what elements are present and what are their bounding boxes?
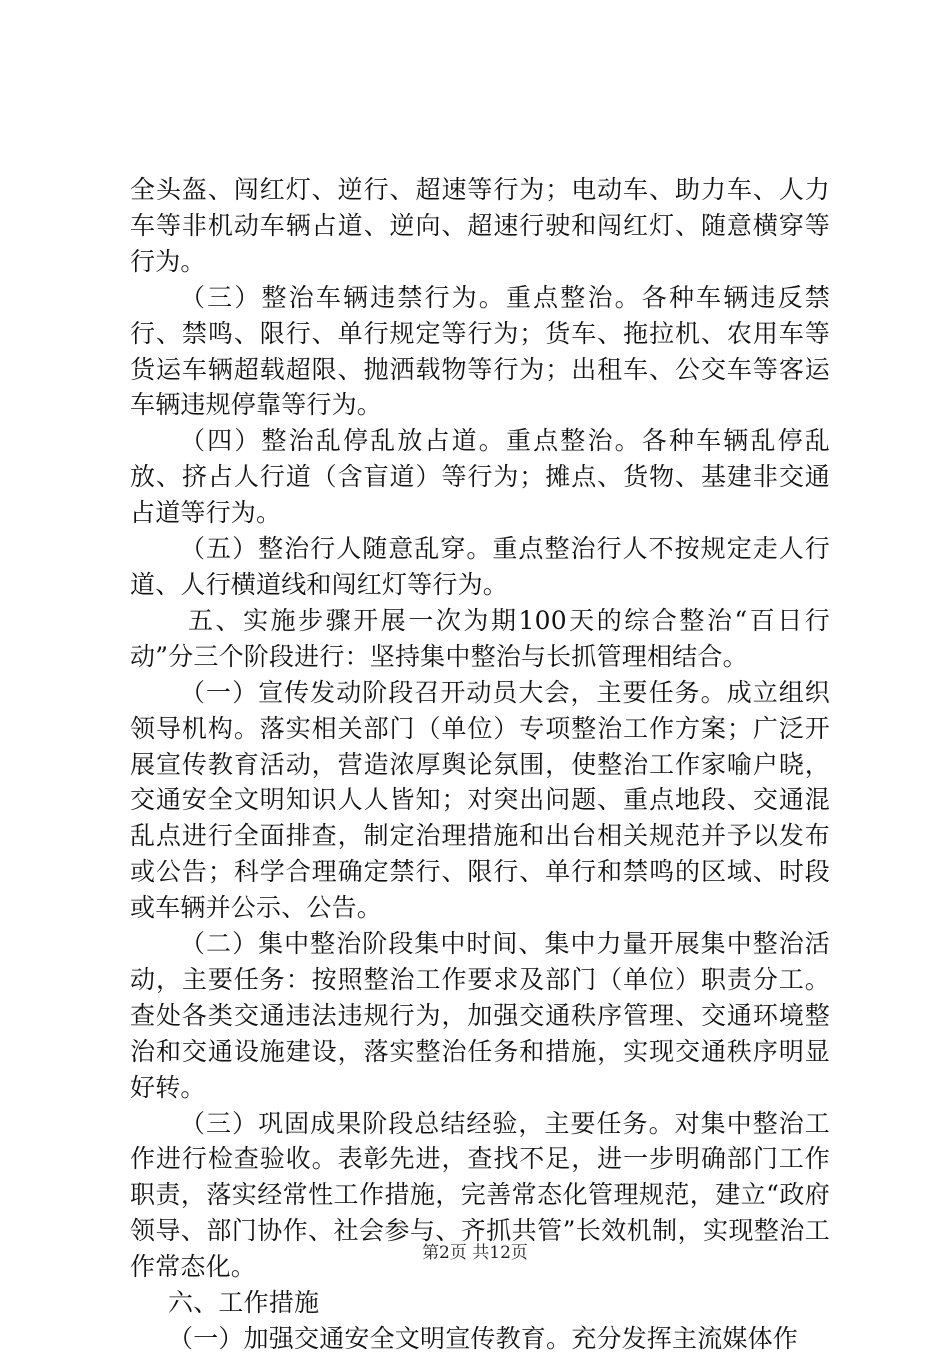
document-body	[130, 172, 830, 1357]
paragraph-stage-1: （一）宣传发动阶段召开动员大会，主要任务。成立组织领导机构。落实相关部门（单位）专项整治工作方案；广泛开展宣传教育活动，营造浓厚舆论氛围，使整治工作家喻户晓，交通安全文明知识人人皆知；对突出问题、重点地段、交通混乱点进行全面排查，制定治理措施和出台相关规范并予以发布或公告；科学合理确定禁行、限行、单行和禁鸣的区域、时段或车辆并公示、公告。	[130, 677, 830, 923]
page-number-footer: 第2页 共12页	[422, 1243, 528, 1263]
paragraph-section-3: （三）整治车辆违禁行为。重点整治。各种车辆违反禁行、禁鸣、限行、单行规定等行为；货车、拖拉机、农用车等货运车辆超载超限、抛洒载物等行为；出租车、公交车等客运车辆违规停靠等行为。	[130, 282, 830, 420]
paragraph-section-4: （四）整治乱停乱放占道。重点整治。各种车辆乱停乱放、挤占人行道（含盲道）等行为；摊点、货物、基建非交通占道等行为。	[130, 426, 830, 528]
paragraph-continuation: 全头盔、闯红灯、逆行、超速等行为；电动车、助力车、人力车等非机动车辆占道、逆向、超速行驶和闯红灯、随意横穿等行为。	[130, 175, 830, 276]
heading-work-measures: 六、工作措施	[168, 1288, 320, 1318]
paragraph-measure-1: （一）加强交通安全文明宣传教育。充分发挥主流媒体作	[168, 1324, 799, 1353]
paragraph-section-5: （五）整治行人随意乱穿。重点整治行人不按规定走人行道、人行横道线和闯红灯等行为。	[130, 534, 830, 599]
heading-implementation-steps: 五、实施步骤开展一次为期100天的综合整治“百日行动”分三个阶段进行：坚持集中整治与长抓管理相结合。	[130, 605, 830, 671]
paragraph-stage-2: （二）集中整治阶段集中时间、集中力量开展集中整治活动，主要任务：按照整治工作要求及部门（单位）职责分工。查处各类交通违法违规行为，加强交通秩序管理、交通环境整治和交通设施建设，落实整治任务和措施，实现交通秩序明显好转。	[130, 929, 830, 1102]
paragraph-stage-3: （三）巩固成果阶段总结经验，主要任务。对集中整治工作进行检查验收。表彰先进，查找不足，进一步明确部门工作职责，落实经常性工作措施，完善常态化管理规范，建立“政府领导、部门协作、社会参与、齐抓共管”长效机制，实现整治工作常态化。	[130, 1108, 830, 1282]
